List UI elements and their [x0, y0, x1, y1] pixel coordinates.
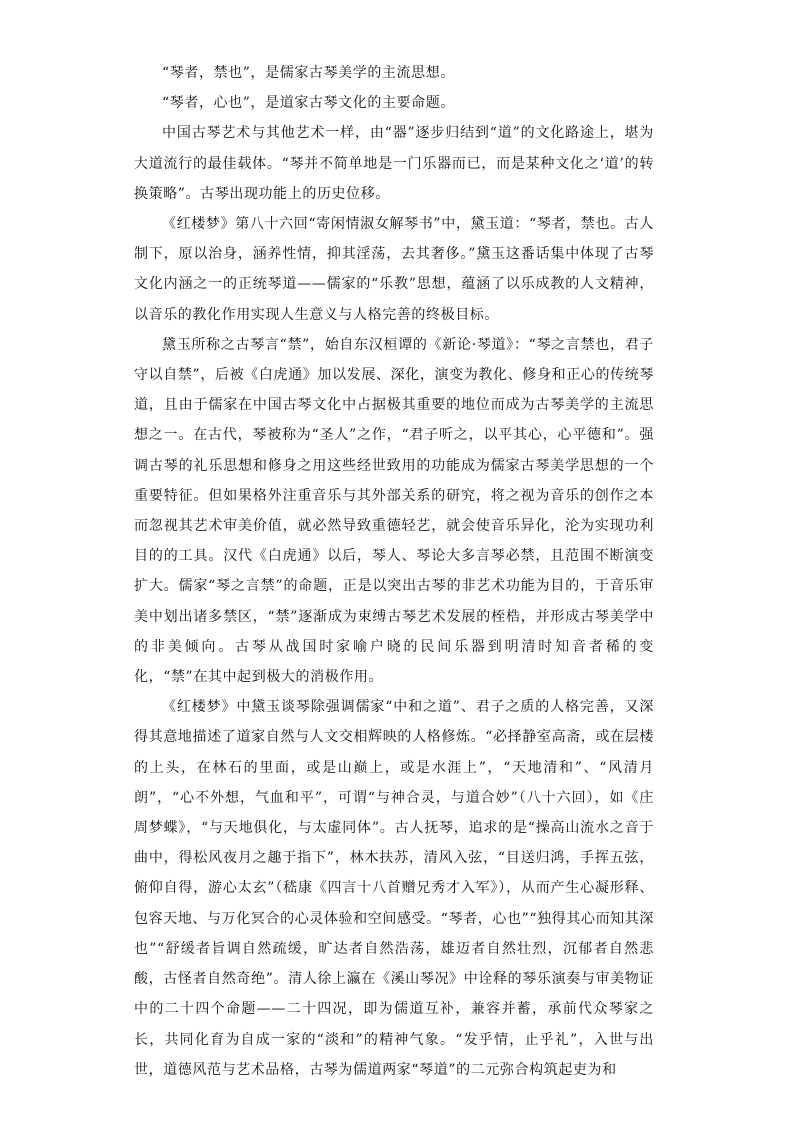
paragraph-qi-to-dao: 中国古琴艺术与其他艺术一样，由“器”逐步归结到“道”的文化路途上，堪为大道流行的最佳载体。“琴并不简单地是一门乐器而已，而是某种文化之‘道’的转换策略”。古琴出现功能上的历史位移。 [134, 125, 654, 202]
paragraph-qin-xin-thesis: “琴者，心也”，是道家古琴文化的主要命题。 [162, 95, 455, 112]
paragraph-qin-jin-thesis: “琴者，禁也”，是儒家古琴美学的主流思想。 [162, 65, 455, 81]
paragraph-confucian-jin: 黛玉所称之古琴言“禁”，始自东汉桓谭的《新论·琴道》：“琴之言禁也，君子守以自禁”，后被《白虎通》加以发展、深化，演变为教化、修身和正心的传统琴道，且由于儒家在中国古琴文化中占据极其重要的地位而成为古琴美学的主流思想之一。在古代，琴被称为“圣人”之作，“君子听之，以平其心，心平德和”。强调古琴的礼乐思想和修身之用这些经世致用的功能成为儒家古琴美学思想的一个重要特征。但如果格外注重音乐与其外部关系的研究，将之视为音乐的创作之本而忽视其艺术审美价值，就必然导致重德轻艺，就会使音乐异化，沦为实现功利目的的工具。汉代《白虎通》以后，琴人、琴论大多言琴必禁，且范围不断演变扩大。儒家“琴之言禁”的命题，正是以突出古琴的非艺术功能为目的，于音乐审美中划出诸多禁区，“禁”逐渐成为束缚古琴艺术发展的桎梏，并形成古琴美学中的非美倾向。古琴从战国时家喻户晓的民间乐器到明清时知音者稀的变化，“禁”在其中起到极大的消极作用。 [134, 336, 654, 686]
article-body [134, 58, 654, 1085]
paragraph-honglou-chapter-86: 《红楼梦》第八十六回“寄闲情淑女解琴书”中，黛玉道：“琴者，禁也。古人制下，原以治身，涵养性情，抑其淫荡，去其奢侈。”黛玉这番话集中体现了古琴文化内涵之一的正统琴道——儒家的“乐教”思想，蕴涵了以乐成教的人文精神，以音乐的教化作用实现人生意义与人格完善的终极目标。 [134, 216, 654, 323]
paragraph-daoist-xin: 《红楼梦》中黛玉谈琴除强调儒家“中和之道”、君子之质的人格完善，又深得其意地描述了道家自然与人文交相辉映的人格修炼。“必择静室高斋，或在层楼的上头，在林石的里面，或是山巅上，或是水涯上”，“天地清和”、“风清月朗”，“心不外想，气血和平”，可谓“与神合灵，与道合妙”（八十六回），如《庄周梦蝶》，“与天地俱化，与太虚同体”。古人抚琴，追求的是“操高山流水之音于曲中，得松风夜月之趣于指下”，林木扶苏，清风入弦，“目送归鸿，手挥五弦，俯仰自得，游心太玄”（嵇康《四言十八首赠兄秀才入军》），从而产生心凝形释、包容天地、与万化冥合的心灵体验和空间感受。“琴者，心也”“独得其心而知其深也”“舒缓者旨调自然疏缓，旷达者自然浩荡，雄迈者自然壮烈，沉郁者自然悲酸，古怪者自然奇绝”。清人徐上瀛在《溪山琴况》中诠释的琴乐演奏与审美物证中的二十四个命题——二十四况，即为儒道互补，兼容并蓄，承前代众琴家之长，共同化育为自成一家的“淡和”的精神气象。“发乎情，止乎礼”，入世与出世，道德风范与艺术品格，古琴为儒道两家“琴道”的二元弥合构筑起吏为和 [134, 699, 654, 1078]
